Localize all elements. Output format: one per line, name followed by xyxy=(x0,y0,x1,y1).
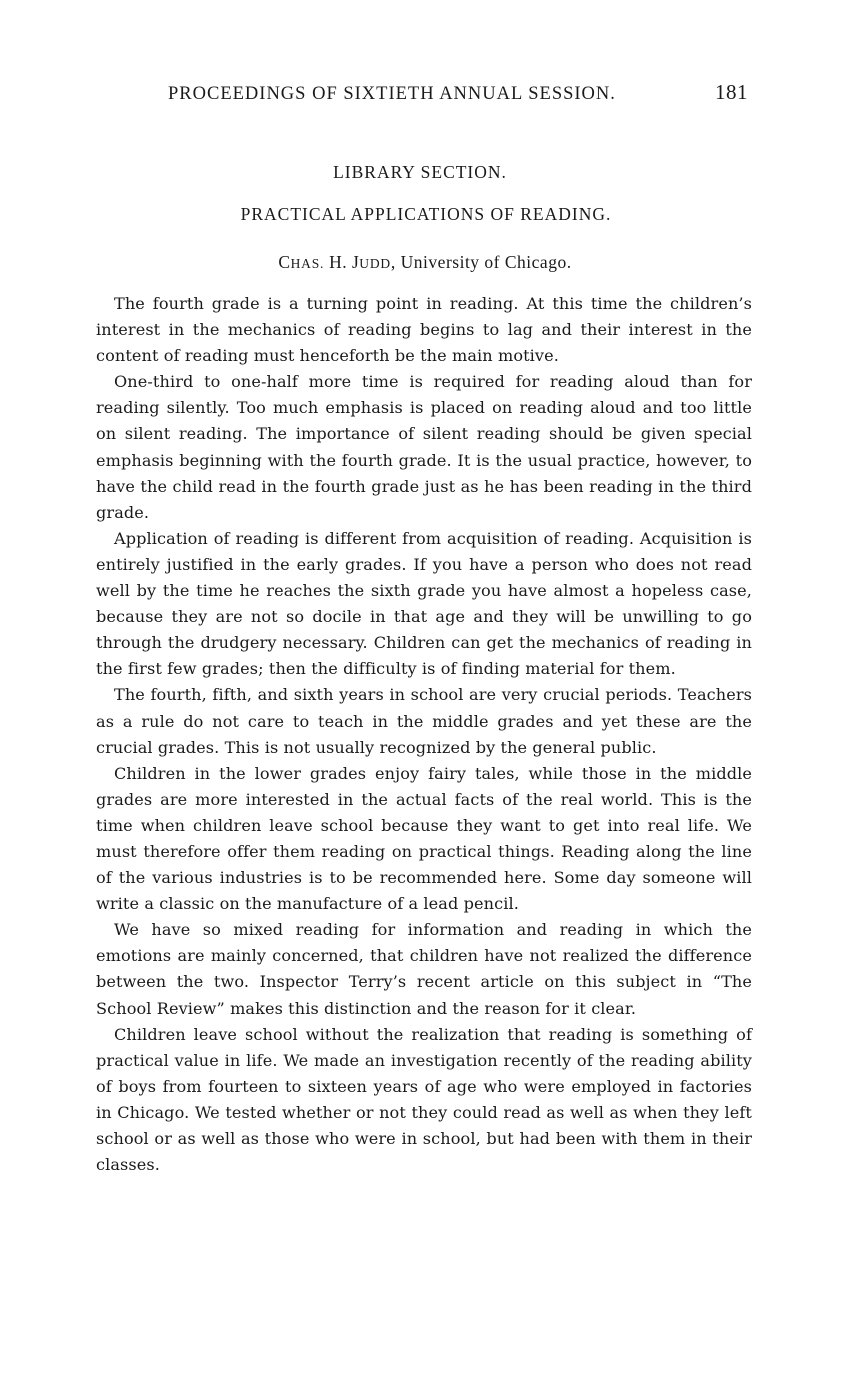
paragraph: Children leave school without the realization that reading is something of practical value in life. We made an investigation recently of the reading ability of boys from fourteen to sixteen years of age who were employed in factories in Chicago. We tested whether or not they could read as well as when they left school or as well as those who were in school, but had been with them in their classes. xyxy=(96,1024,752,1175)
byline xyxy=(0,252,850,273)
running-title: PROCEEDINGS OF SIXTIETH ANNUAL SESSION. xyxy=(168,84,616,104)
byline-first-name-rest: HAS. xyxy=(290,256,325,271)
paragraph: We have so mixed reading for information and reading in which the emotions are mainly concerned, that children have not realized the difference between the two. Inspector Terry’s recent article on this subject in “The School Review” makes this distinction and the reason for it clear. xyxy=(96,920,752,1018)
paragraph: The fourth, fifth, and sixth years in school are very crucial periods. Teachers as a rule do not care to teach in the middle grades and yet these are the crucial grades. This is not usually recognized by the general public. xyxy=(96,685,752,757)
article-body xyxy=(96,291,752,1178)
paragraph: Application of reading is different from acquisition of reading. Acquisition is entirely justified in the early grades. If you have a person who does not read well by the time he reaches the sixth grade you have almost a hopeless case, because they are not so docile in that age and they will be unwilling to go through the drudgery necessary. Children can get the mechanics of reading in the first few grades; then the difficulty is of finding material for them. xyxy=(96,528,752,679)
page-number: 181 xyxy=(715,80,748,104)
byline-initial-surname: J xyxy=(351,252,360,272)
paragraph: The fourth grade is a turning point in reading. At this time the children’s interest in the mechanics of reading begins to lag and their interest in the content of reading must henceforth be the main motive. xyxy=(96,294,752,366)
byline-affiliation: , University of Chicago. xyxy=(390,252,572,272)
running-head xyxy=(168,80,748,105)
section-title: LIBRARY SECTION. xyxy=(333,162,507,182)
byline-surname-rest: UDD xyxy=(359,256,391,271)
byline-middle-initial: H. xyxy=(324,252,352,272)
byline-initial-first-name: C xyxy=(278,252,291,272)
paragraph: Children in the lower grades enjoy fairy tales, while those in the middle grades are more interested in the actual facts of the real world. This is the time when children leave school because they want to get into real life. We must therefore offer them reading on practical things. Reading along the line of the various industries is to be recommended here. Some day someone will write a classic on the manufacture of a lead pencil. xyxy=(96,763,752,914)
paragraph: One-third to one-half more time is required for reading aloud than for reading silently. Too much emphasis is placed on reading aloud and too little on silent reading. The importance of silent reading should be given special emphasis beginning with the fourth grade. It is the usual practice, however, to have the child read in the fourth grade just as he has been reading in the third grade. xyxy=(96,372,752,522)
article-title: PRACTICAL APPLICATIONS OF READING. xyxy=(240,204,612,224)
